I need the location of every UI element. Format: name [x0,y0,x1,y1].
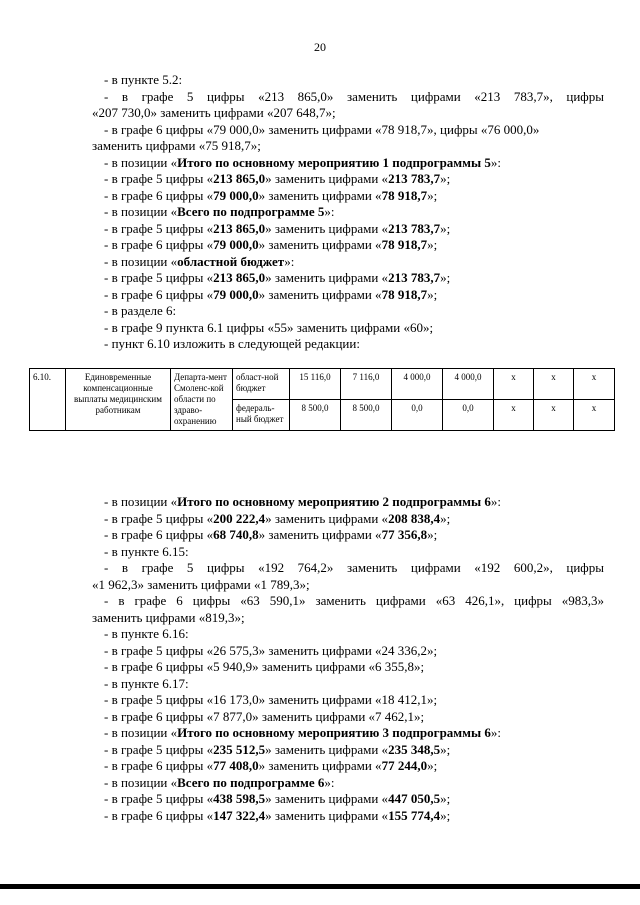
text-segment: »: [490,494,502,509]
word: «213 [474,88,501,104]
indicator-cell: х [494,369,534,400]
bold-value: 213 783,7 [388,270,441,285]
text-segment: - в позиции « [104,253,178,269]
amendment-line: - в графе 5 цифры «16 173,0» заменить цифрами «18 412,1»; [104,692,438,707]
funding-source: федераль-ный бюджет [233,400,290,431]
text-segment: »; [427,237,438,252]
amendment-line [92,511,604,528]
bold-value: областной бюджет [177,253,285,269]
measure-name: Единовременные компенсационные выплаты медицинским работникам [66,369,171,431]
year-2-amount: 0,0 [392,400,443,431]
text-segment: » заменить цифрами « [258,527,382,542]
text-segment: »: [324,774,335,790]
amendment-line [92,742,604,759]
word: «63 [240,593,260,608]
word: 783,7», [513,88,553,104]
year-3-amount: 0,0 [443,400,494,431]
word: - [104,560,109,575]
amendment-line: заменить цифрами «819,3»; [92,609,245,625]
word: 5 [186,560,194,575]
amendment-line: - в графе 9 пункта 6.1 цифры «55» заменить цифрами «60»; [104,319,434,335]
text-segment: - в графе 5 цифры « [104,510,214,526]
text-segment: - в графе 6 цифры « [104,758,214,773]
amendment-line [92,188,604,205]
total-amount: 8 500,0 [290,400,341,431]
word: - [104,593,109,608]
amendment-line [92,808,604,825]
bold-value: Итого по основному мероприятию 1 подпрограммы 5 [177,154,491,170]
word: в [121,88,129,104]
text-segment: - в графе 6 цифры « [104,187,214,203]
text-segment: - в графе 5 цифры « [104,220,214,236]
text-segment: »: [284,253,295,269]
indicator-cell: х [534,400,574,431]
bold-value: 79 000,0 [213,187,259,203]
amendment-line [92,171,604,188]
word: 426,1», [465,593,505,608]
amendments-block-1 [92,72,604,353]
word: в [121,560,129,575]
text-segment: »: [490,725,502,740]
indicator-cell: х [494,400,534,431]
page-number: 20 [314,40,326,54]
text-segment: - в графе 6 цифры « [104,237,214,252]
amendment-line [92,254,604,271]
text-segment: » заменить цифрами « [265,791,389,806]
amendment-line: - в графе 6 цифры «7 877,0» заменить цифрами «7 462,1»; [104,708,425,724]
bold-value: 235 512,5 [213,741,266,757]
bold-value: 213 783,7 [388,171,441,186]
amendment-line [92,287,604,304]
word: «192 [474,560,501,575]
text-segment: - в позиции « [104,725,178,740]
bold-value: 155 774,4 [388,807,441,823]
text-segment: »: [324,204,335,219]
text-segment: »; [440,510,451,526]
word: 5 [186,88,194,104]
year-2-amount: 4 000,0 [392,369,443,400]
text-segment: » заменить цифрами « [265,171,389,186]
text-segment: »; [427,758,438,773]
text-segment: » заменить цифрами « [258,187,382,203]
text-segment: - в графе 6 цифры « [104,286,214,302]
bold-value: 147 322,4 [213,807,266,823]
amendment-line [92,237,604,254]
text-segment: » заменить цифрами « [258,758,382,773]
word: цифры [566,88,604,104]
amendment-line [92,560,604,577]
amendment-line [92,155,604,172]
total-amount: 15 116,0 [290,369,341,400]
text-segment: - в позиции « [104,154,178,170]
amendment-line: «207 730,0» заменить цифрами «207 648,7»; [92,105,336,120]
text-segment: » заменить цифрами « [265,510,389,526]
bold-value: 447 050,5 [388,791,441,806]
bold-value: 77 244,0 [381,758,428,773]
text-segment: » заменить цифрами « [265,270,389,285]
word: графе [141,560,174,575]
word: «63 [435,593,456,608]
word: в [118,593,125,608]
indicator-cell: х [574,400,615,431]
amendment-line [92,593,604,610]
text-segment: » заменить цифрами « [258,237,382,252]
word: цифры [192,593,231,608]
text-segment: »; [440,791,451,806]
text-segment: »; [440,807,451,823]
amendment-line: - в пункте 5.2: [104,72,183,87]
bold-value: 208 838,4 [388,510,441,526]
bottom-rule [0,884,640,889]
text-segment: »; [427,527,438,542]
item-number: 6.10. [30,369,66,431]
bold-value: 213 783,7 [388,220,441,236]
amendment-line: - в пункте 6.16: [104,626,189,641]
word: «213 [258,88,285,104]
amendment-line [92,791,604,808]
text-segment: »; [440,741,451,757]
bold-value: Итого по основному мероприятию 3 подпрограммы 6 [177,725,491,740]
word: «192 [258,560,285,575]
amendment-line [92,758,604,775]
bold-value: 77 408,0 [213,758,259,773]
amendment-line: - пункт 6.10 изложить в следующей редакции: [104,336,360,351]
bold-value: 235 348,5 [388,741,441,757]
amendment-line [92,725,604,742]
bold-value: 213 865,0 [213,171,266,186]
bold-value: 79 000,0 [213,286,259,302]
amendment-line: заменить цифрами «75 918,7»; [92,138,261,153]
text-segment: » заменить цифрами « [258,286,382,302]
amendment-line: - в графе 6 цифры «5 940,9» заменить цифрами «6 355,8»; [104,659,425,674]
year-1-amount: 8 500,0 [341,400,392,431]
amendment-line: - в графе 5 цифры «26 575,3» заменить цифрами «24 336,2»; [104,642,438,658]
bold-value: Всего по подпрограмме 6 [177,774,325,790]
text-segment: - в графе 5 цифры « [104,270,214,285]
amendment-line [92,775,604,792]
word: 600,2», [513,560,553,575]
bold-value: 200 222,4 [213,510,266,526]
amendments-block-2 [92,494,604,824]
amendment-line [92,221,604,238]
word: цифры [514,593,552,608]
bold-value: 438 598,5 [213,791,266,806]
word: «983,3» [561,593,604,608]
bold-value: 78 918,7 [381,237,428,252]
word: 6 [176,593,183,608]
word: графе [141,88,174,104]
word: цифрами [410,88,461,104]
indicator-cell: х [534,369,574,400]
bold-value: Всего по подпрограмме 5 [177,204,325,219]
text-segment: - в графе 5 цифры « [104,741,214,757]
text-segment: » заменить цифрами « [265,741,389,757]
text-segment: - в графе 6 цифры « [104,807,214,823]
measure-table [29,368,615,431]
amendment-line: - в разделе 6: [104,303,177,318]
bold-value: 77 356,8 [381,527,428,542]
text-segment: - в позиции « [104,774,178,790]
word: графе [134,593,167,608]
amendment-line: - в графе 6 цифры «79 000,0» заменить цифрами «78 918,7», цифры «76 000,0» [104,121,540,137]
word: цифры [566,560,604,575]
word: цифрами [375,593,426,608]
table-row [30,369,615,400]
word: цифрами [410,560,461,575]
text-segment: - в графе 5 цифры « [104,791,214,806]
word: 865,0» [297,88,334,104]
text-segment: »; [427,187,438,203]
word: заменить [346,88,398,104]
amendment-line: «1 962,3» заменить цифрами «1 789,3»; [92,576,310,592]
text-segment: »; [427,286,438,302]
text-segment: » заменить цифрами « [265,807,389,823]
amendment-line: - в пункте 6.15: [104,543,189,559]
text-segment: »; [440,270,451,285]
amendment-line [92,494,604,511]
text-segment: - в графе 6 цифры « [104,527,214,542]
word: 590,1» [269,593,306,608]
text-segment: » заменить цифрами « [265,220,389,236]
word: заменить [346,560,398,575]
word: цифры [206,560,245,575]
amendment-line [92,270,604,287]
text-segment: »; [440,220,451,236]
bold-value: Итого по основному мероприятию 2 подпрограммы 6 [177,494,491,509]
text-segment: - в графе 5 цифры « [104,171,214,186]
executor: Департа-мент Смоленс-кой области по здраво-охранению [171,369,233,431]
word: заменить [315,593,366,608]
word: цифры [206,88,245,104]
bold-value: 78 918,7 [381,187,428,203]
word: - [104,88,109,104]
amendment-line [92,89,604,106]
bold-value: 213 865,0 [213,220,266,236]
bold-value: 68 740,8 [213,527,259,542]
bold-value: 213 865,0 [213,270,266,285]
text-segment: »: [490,154,502,170]
year-3-amount: 4 000,0 [443,369,494,400]
text-segment: »; [440,171,451,186]
amendment-line [92,527,604,544]
year-1-amount: 7 116,0 [341,369,392,400]
bold-value: 79 000,0 [213,237,259,252]
indicator-cell: х [574,369,615,400]
text-segment: - в позиции « [104,204,178,219]
text-segment: - в позиции « [104,494,178,509]
amendment-line [92,204,604,221]
bold-value: 78 918,7 [381,286,428,302]
amendment-line: - в пункте 6.17: [104,675,189,691]
funding-source: област-ной бюджет [233,369,290,400]
word: 764,2» [297,560,334,575]
